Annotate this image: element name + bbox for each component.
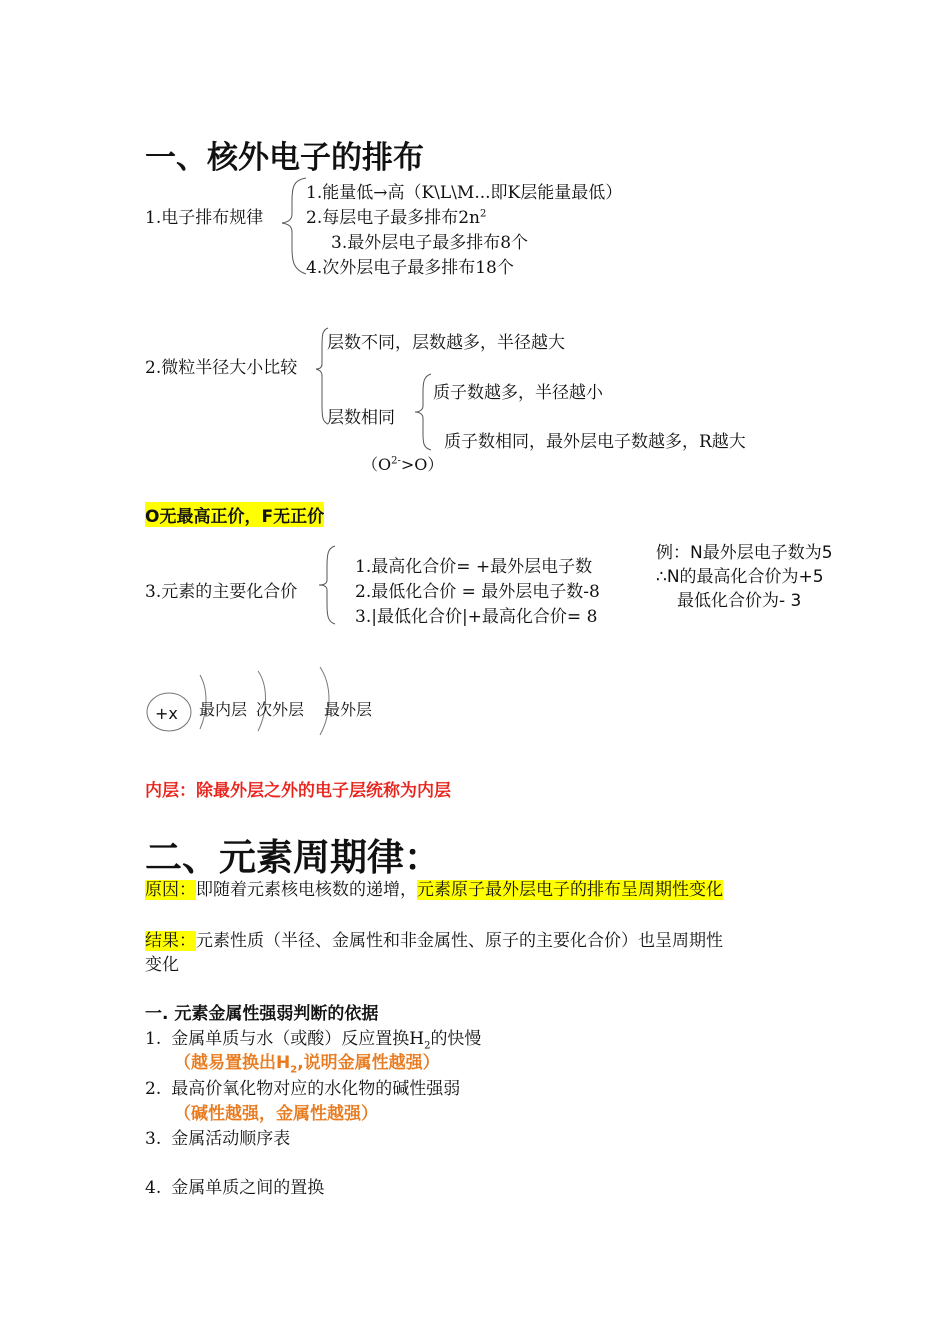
- electron-rule-label: 1.电子排布规律: [145, 208, 264, 228]
- reason-text: 即随着元素核电核数的递增，: [196, 880, 417, 900]
- radius-example: $(O^{2-}>O)$: [362, 455, 444, 474]
- metal-item-4: 4. 金属单质之间的置换: [145, 1178, 325, 1198]
- valence-example-2: ∴N的最高化合价为+5: [656, 567, 824, 587]
- valence-example-3: 最低化合价为- 3: [677, 591, 802, 611]
- radius-sub-2: 质子数相同，最外层电子数越多，R越大: [444, 432, 746, 452]
- result-line: [145, 926, 723, 951]
- atom-second-label: 次外层: [256, 700, 305, 719]
- atom-nucleus-label: +x: [155, 704, 178, 723]
- radius-sub-1: 质子数越多，半径越小: [433, 383, 603, 403]
- metal-item-2: 2. 最高价氧化物对应的水化物的碱性强弱: [145, 1079, 461, 1099]
- reason-label: 原因：: [145, 880, 196, 900]
- valence-item-3: 3.|最低化合价|+最高化合价= 8: [355, 607, 598, 627]
- metal-note-1: （越易置换出$H_2$,说明金属性越强）: [174, 1053, 440, 1076]
- section-title-2: 二、元素周期律：: [145, 836, 441, 879]
- valence-item-1: 1.最高化合价= +最外层电子数: [355, 557, 593, 577]
- radius-same-layers: 层数相同: [327, 408, 395, 428]
- reason-line: [145, 875, 723, 900]
- valence-example-1: 例：N最外层电子数为5: [656, 543, 833, 563]
- brace-same-layers: [413, 372, 433, 452]
- atom-inner-label: 最内层: [199, 700, 248, 719]
- inner-layer-note: 内层：除最外层之外的电子层统称为内层: [145, 781, 451, 801]
- radius-diff-layers: 层数不同，层数越多，半径越大: [327, 333, 565, 353]
- metal-item-1: 1. 金属单质与水（或酸）反应置换$H_2$的快慢: [145, 1029, 482, 1052]
- brace-valence: [317, 544, 337, 626]
- rule-item-3: 3.最外层电子最多排布8个: [331, 233, 529, 253]
- highlight-note: O无最高正价，F无正价: [145, 502, 324, 527]
- valence-item-2: 2.最低化合价 = 最外层电子数-8: [355, 582, 600, 602]
- result-label: 结果：: [145, 931, 196, 951]
- metal-note-2: （碱性越强，金属性越强）: [174, 1104, 378, 1124]
- metal-item-3: 3. 金属活动顺序表: [145, 1129, 291, 1149]
- reason-highlight: 元素原子最外层电子的排布呈周期性变化: [417, 880, 723, 900]
- valence-label: 3.元素的主要化合价: [145, 582, 298, 602]
- radius-label: 2.微粒半径大小比较: [145, 358, 298, 378]
- atom-outer-label: 最外层: [324, 700, 373, 719]
- result-text: 元素性质（半径、金属性和非金属性、原子的主要化合价）也呈周期性: [196, 931, 723, 951]
- result-text-cont: 变化: [145, 955, 179, 975]
- section-title-1: 一、核外电子的排布: [145, 140, 424, 176]
- rule-item-4: 4.次外层电子最多排布18个: [306, 258, 514, 278]
- rule-item-2: 2.每层电子最多排布$2n^2$: [306, 208, 487, 228]
- rule-item-1: 1.能量低→高（K\L\M...即K层能量最低）: [306, 183, 623, 203]
- metal-criteria-title: 一. 元素金属性强弱判断的依据: [145, 1004, 379, 1024]
